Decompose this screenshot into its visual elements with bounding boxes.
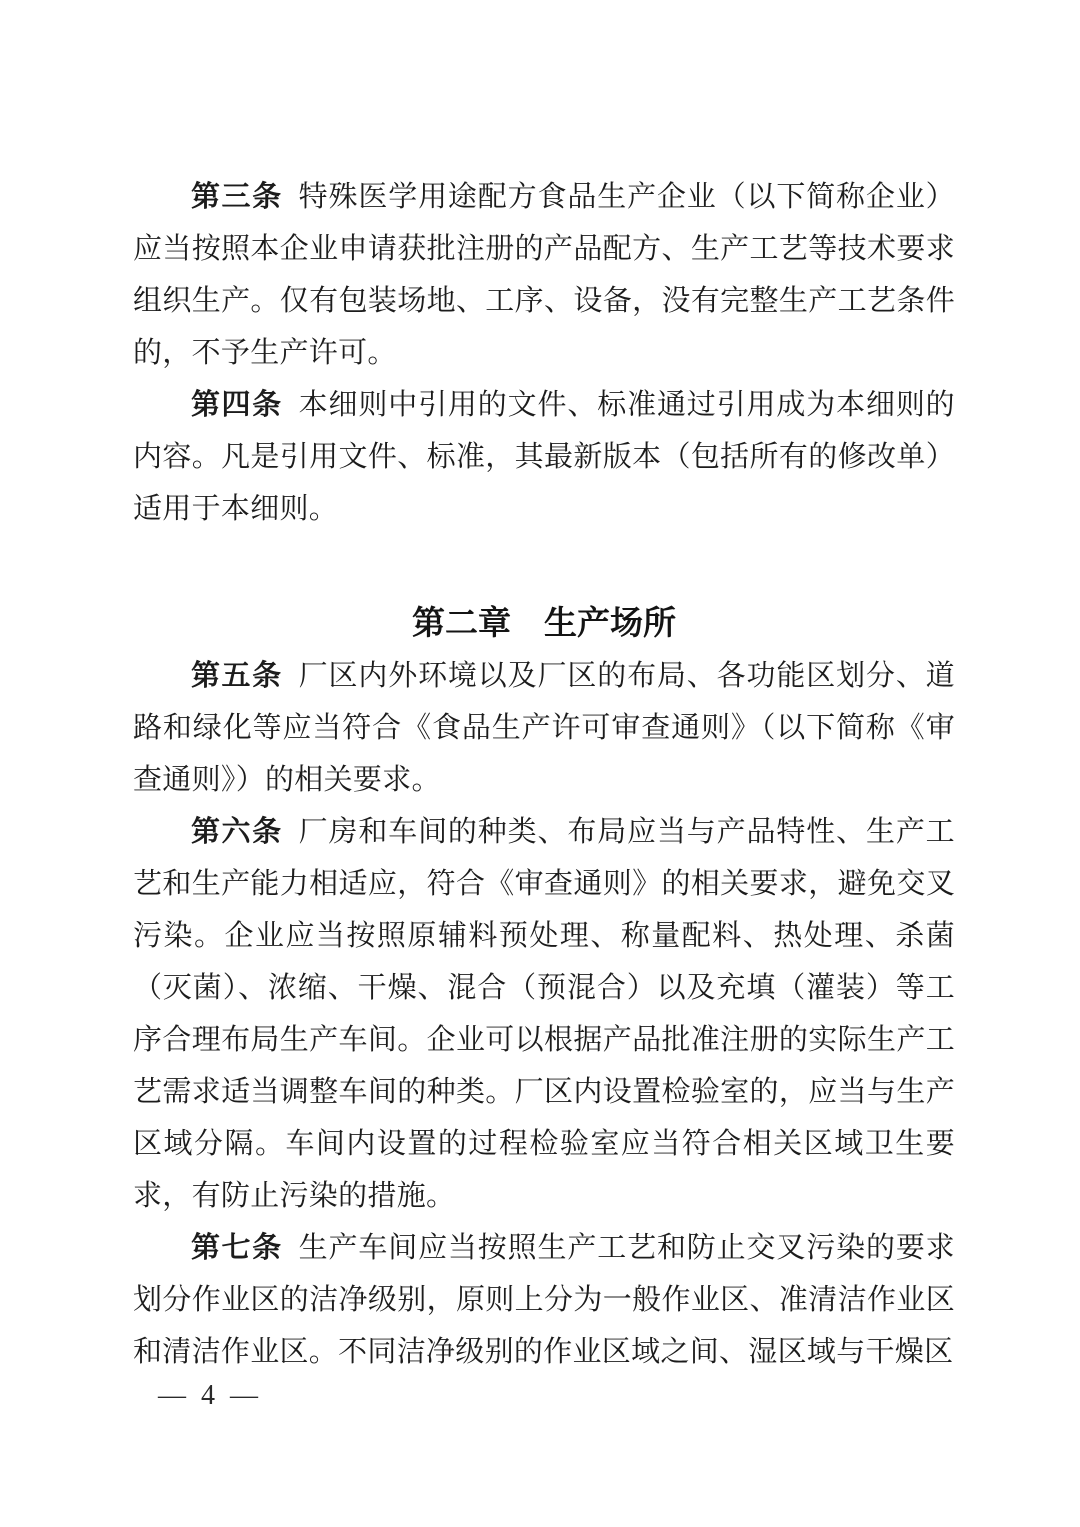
article-text: 生产车间应当按照生产工艺和防止交叉污染的要求划分作业区的洁净级别，原则上分为一般作业区、准清洁作业区和清洁作业区。不同洁净级别的作业区域之间、湿区域与干燥区 (133, 1232, 955, 1368)
article-number: 第四条 (191, 389, 283, 421)
article-text: 厂房和车间的种类、布局应当与产品特性、生产工艺和生产能力相适应，符合《审查通则》的相关要求，避免交叉污染。企业应当按照原辅料预处理、称量配料、热处理、杀菌（灭菌）、浓缩、干燥、混合（预混合）以及充填（灌装）等工序合理布局生产车间。企业可以根据产品批准注册的实际生产工艺需求适当调整车间的种类。厂区内设置检验室的，应当与生产区域分隔。车间内设置的过程检验室应当符合相关区域卫生要求，有防止污染的措施。 (133, 816, 955, 1212)
article-number: 第三条 (191, 181, 283, 213)
article-text: 厂区内外环境以及厂区的布局、各功能区划分、道路和绿化等应当符合《食品生产许可审查通则》（以下简称《审查通则》）的相关要求。 (133, 660, 955, 796)
chapter-heading (133, 595, 955, 650)
article-paragraph-4 (133, 379, 955, 535)
article-text: 特殊医学用途配方食品生产企业（以下简称企业）应当按照本企业申请获批注册的产品配方、生产工艺等技术要求组织生产。仅有包装场地、工序、设备，没有完整生产工艺条件的，不予生产许可。 (133, 181, 955, 369)
chapter-title: 生产场所 (544, 604, 676, 641)
chapter-number: 第二章 (412, 604, 511, 641)
article-paragraph-3 (133, 171, 955, 379)
article-paragraph-5 (133, 650, 955, 806)
page-number: — 4 — (158, 1380, 262, 1411)
article-number: 第五条 (191, 660, 283, 692)
article-number: 第六条 (191, 816, 283, 848)
article-text: 本细则中引用的文件、标准通过引用成为本细则的内容。凡是引用文件、标准，其最新版本（包括所有的修改单）适用于本细则。 (133, 389, 955, 525)
article-number: 第七条 (191, 1232, 283, 1264)
article-paragraph-7 (133, 1222, 955, 1378)
document-body (133, 171, 955, 1378)
article-paragraph-6 (133, 806, 955, 1222)
